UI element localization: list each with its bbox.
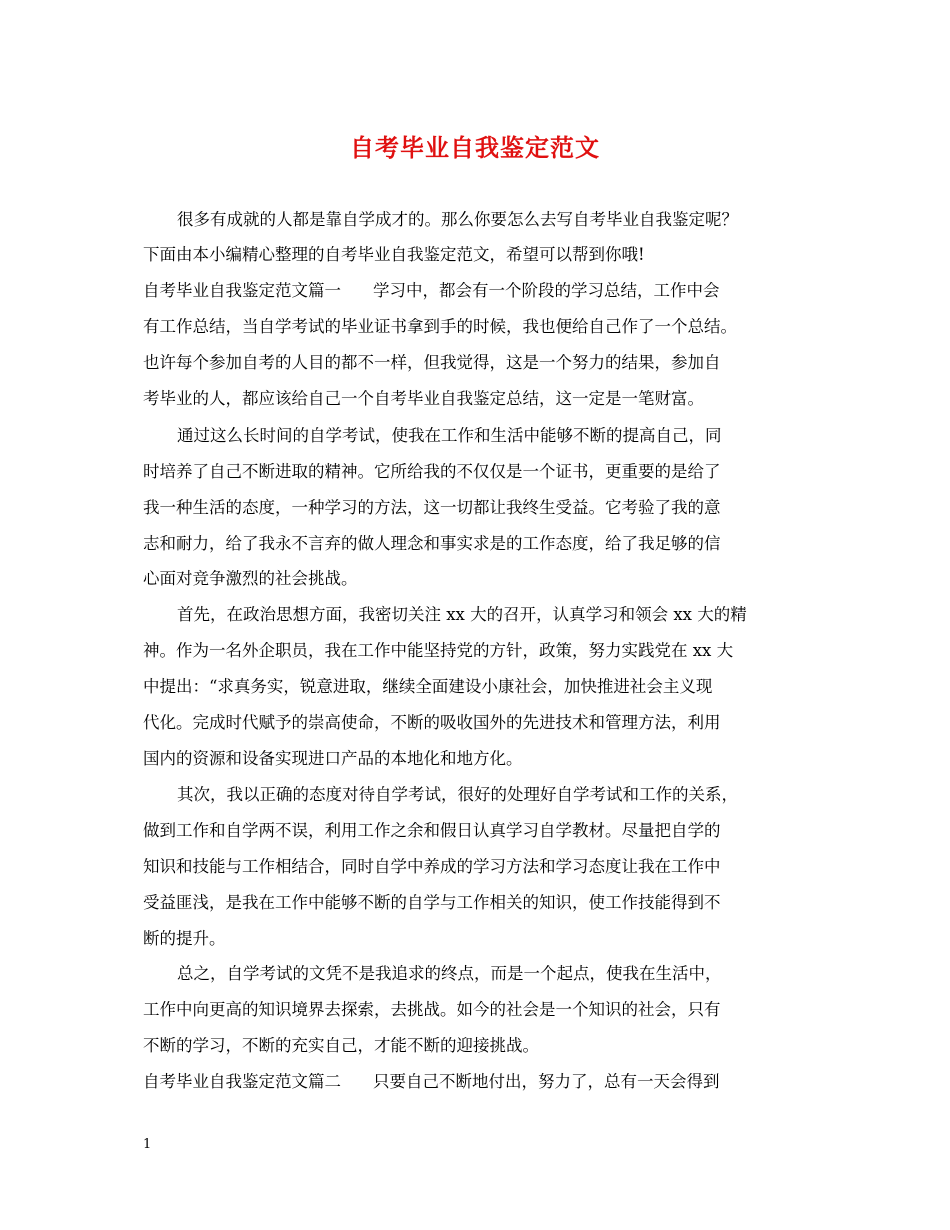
page-number: 1 xyxy=(143,1137,152,1152)
paragraph-line: 国内的资源和设备实现进口产品的本地化和地方化。 xyxy=(143,749,523,768)
paragraph-line: 通过这么长时间的自学考试，使我在工作和生活中能够不断的提高自己，同 xyxy=(177,426,722,445)
paragraph-line: 很多有成就的人都是靠自学成才的。那么你要怎么去写自考毕业自我鉴定呢？ xyxy=(177,210,738,229)
paragraph-line: 其次，我以正确的态度对待自学考试，很好的处理好自学考试和工作的关系， xyxy=(177,785,738,804)
paragraph-line: 首先，在政治思想方面，我密切关注 xx 大的召开，认真学习和领会 xx 大的精 xyxy=(177,605,747,624)
paragraph-line: 知识和技能与工作相结合，同时自学中养成的学习方法和学习态度让我在工作中 xyxy=(143,857,721,876)
paragraph-line: 心面对竞争激烈的社会挑战。 xyxy=(143,569,358,588)
section-heading-1: 自考毕业自我鉴定范文篇一 xyxy=(143,281,341,300)
paragraph-line: 不断的学习，不断的充实自己，才能不断的迎接挑战。 xyxy=(143,1036,539,1055)
section-heading-2: 自考毕业自我鉴定范文篇二 xyxy=(143,1072,341,1091)
paragraph-line: 做到工作和自学两不误，利用工作之余和假日认真学习自学教材。尽量把自学的 xyxy=(143,821,721,840)
paragraph-line: 也许每个参加自考的人目的都不一样，但我觉得，这是一个努力的结果，参加自 xyxy=(143,353,721,372)
paragraph-line: 志和耐力，给了我永不言弃的做人理念和事实求是的工作态度，给了我足够的信 xyxy=(143,534,721,553)
paragraph-line: 代化。完成时代赋予的崇高使命，不断的吸收国外的先进技术和管理方法，利用 xyxy=(143,713,721,732)
paragraph-line: 神。作为一名外企职员，我在工作中能坚持党的方针，政策，努力实践党在 xx 大 xyxy=(143,641,734,660)
paragraph-line: 工作中向更高的知识境界去探索，去挑战。如今的社会是一个知识的社会，只有 xyxy=(143,1000,721,1019)
paragraph-line: 下面由本小编精心整理的自考毕业自我鉴定范文，希望可以帮到你哦! xyxy=(143,245,645,264)
document-title: 自考毕业自我鉴定范文 xyxy=(350,133,600,162)
paragraph-line: 总之，自学考试的文凭不是我追求的终点，而是一个起点，使我在生活中， xyxy=(177,964,722,983)
paragraph-line: 我一种生活的态度，一种学习的方法，这一切都让我终生受益。它考验了我的意 xyxy=(143,498,721,517)
paragraph-line: 断的提升。 xyxy=(143,929,226,948)
paragraph-line: 时培养了自己不断进取的精神。它所给我的不仅仅是一个证书，更重要的是给了 xyxy=(143,462,721,481)
paragraph-line: 考毕业的人，都应该给自己一个自考毕业自我鉴定总结，这一定是一笔财富。 xyxy=(143,389,704,408)
section-heading-line xyxy=(143,279,720,303)
paragraph-line: 有工作总结，当自学考试的毕业证书拿到手的时候，我也便给自己作了一个总结。 xyxy=(143,317,737,336)
paragraph-line: 中提出：“求真务实，锐意进取，继续全面建设小康社会，加快推进社会主义现 xyxy=(143,677,713,696)
paragraph-text: 只要自己不断地付出，努力了，总有一天会得到 xyxy=(373,1072,720,1091)
paragraph-text: 学习中，都会有一个阶段的学习总结，工作中会 xyxy=(373,281,720,300)
paragraph-line: 受益匪浅，是我在工作中能够不断的自学与工作相关的知识，使工作技能得到不 xyxy=(143,893,721,912)
section-heading-line xyxy=(143,1070,720,1094)
